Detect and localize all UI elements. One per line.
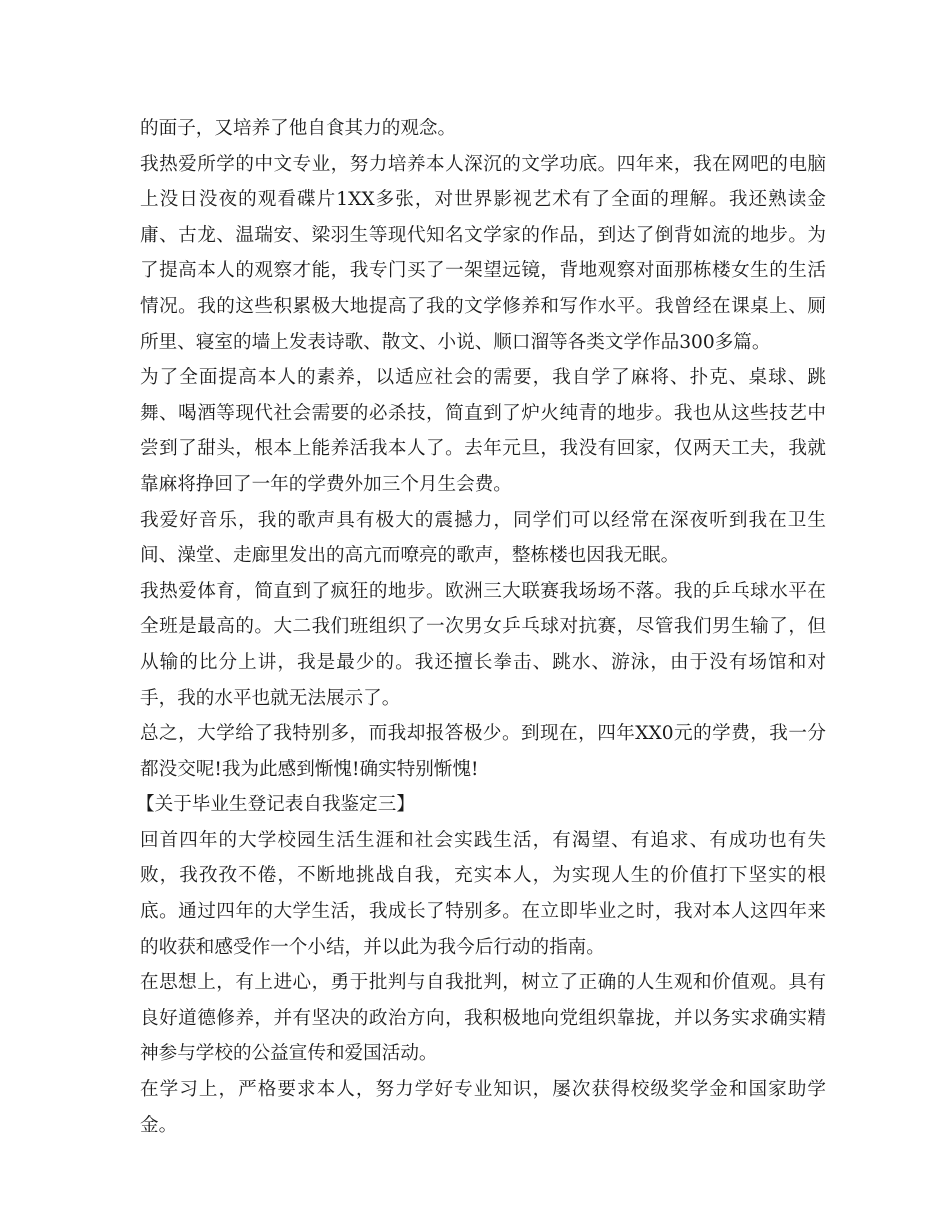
paragraph-thought: 在思想上，有上进心，勇于批判与自我批判，树立了正确的人生观和价值观。具有良好道德修养，并有坚决的政治方向，我积极地向党组织靠拢，并以务实求确实精神参与学校的公益宣传和爱国活动。: [140, 972, 826, 1065]
paragraph-continuation: 的面子，又培养了他自食其力的观念。: [140, 118, 457, 139]
paragraph-music: 我爱好音乐，我的歌声具有极大的震撼力，同学们可以经常在深夜听到我在卫生间、澡堂、走廊里发出的高亢而嘹亮的歌声，整栋楼也因我无眠。: [140, 509, 826, 567]
paragraph-literature: 我热爱所学的中文专业，努力培养本人深沉的文学功底。四年来，我在网吧的电脑上没日没夜的观看碟片1XX多张，对世界影视艺术有了全面的理解。我还熟读金庸、古龙、温瑞安、梁羽生等现代知名文学家的作品，到达了倒背如流的地步。为了提高本人的观察才能，我专门买了一架望远镜，背地观察对面那栋楼女生的生活情况。我的这些积累极大地提高了我的文学修养和写作水平。我曾经在课桌上、厕所里、寝室的墙上发表诗歌、散文、小说、顺口溜等各类文学作品300多篇。: [140, 153, 826, 353]
paragraph-skills: 为了全面提高本人的素养，以适应社会的需要，我自学了麻将、扑克、桌球、跳舞、喝酒等现代社会需要的必杀技，简直到了炉火纯青的地步。我也从这些技艺中尝到了甜头，根本上能养活我本人了。去年元旦，我没有回家，仅两天工夫，我就靠麻将挣回了一年的学费外加三个月生会费。: [140, 367, 826, 495]
document-body: [136, 111, 826, 1143]
paragraph-sports: 我热爱体育，简直到了疯狂的地步。欧洲三大联赛我场场不落。我的乒乓球水平在全班是最高的。大二我们班组织了一次男女乒乓球对抗赛，尽管我们男生输了，但从输的比分上讲，我是最少的。我还擅长拳击、跳水、游泳，由于没有场馆和对手，我的水平也就无法展示了。: [140, 580, 826, 709]
section-heading: 【关于毕业生登记表自我鉴定三】: [136, 794, 415, 816]
paragraph-study: 在学习上，严格要求本人，努力学好专业知识，屡次获得校级奖学金和国家助学金。: [140, 1079, 826, 1136]
paragraph-conclusion: 总之，大学给了我特别多，而我却报答极少。到现在，四年XX0元的学费，我一分都没交呢!我为此感到惭愧!确实特别惭愧!: [140, 723, 826, 780]
paragraph-review: 回首四年的大学校园生活生涯和社会实践生活，有渴望、有追求、有成功也有失败，我孜孜不倦，不断地挑战自我，充实本人，为实现人生的价值打下坚实的根底。通过四年的大学生活，我成长了特别多。在立即毕业之时，我对本人这四年来的收获和感受作一个小结，并以此为我今后行动的指南。: [140, 829, 826, 958]
